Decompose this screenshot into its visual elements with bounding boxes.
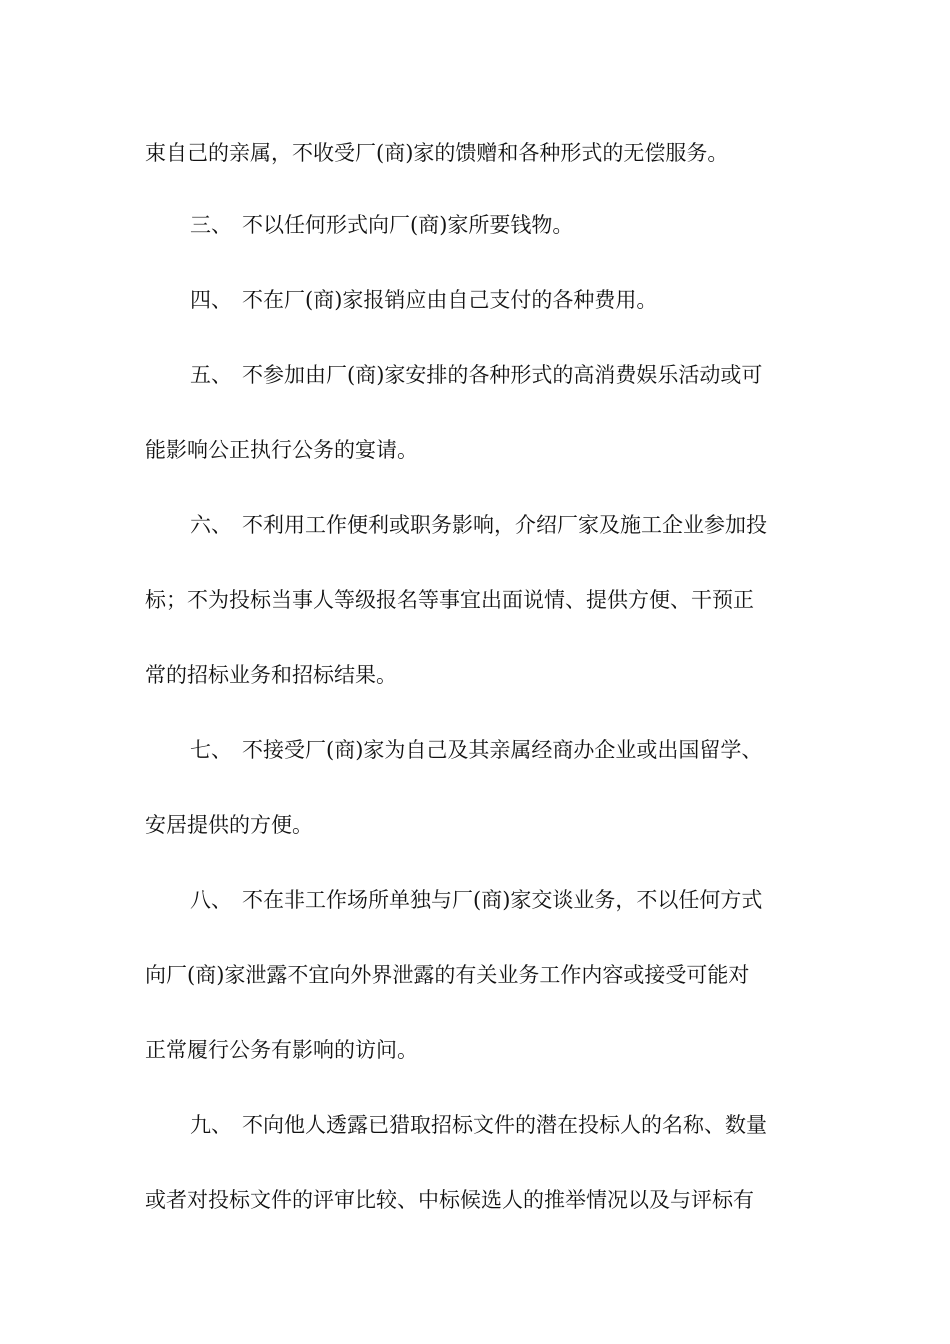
clause-six — [190, 510, 767, 540]
paragraph-line — [145, 1185, 754, 1215]
line-text: 束自己的亲属，不收受厂(商)家的馈赠和各种形式的无偿服务。 — [145, 141, 729, 165]
line-text: 向厂(商)家泄露不宜向外界泄露的有关业务工作内容或接受可能对 — [145, 963, 750, 987]
line-text: 不利用工作便利或职务影响，介绍厂家及施工企业参加投 — [242, 513, 767, 537]
paragraph-line — [145, 585, 754, 615]
line-text: 或者对投标文件的评审比较、中标候选人的推举情况以及与评标有 — [145, 1188, 754, 1212]
clause-number: 七、 — [190, 738, 232, 762]
clause-five — [190, 360, 762, 390]
paragraph-line — [145, 810, 313, 840]
line-text: 正常履行公务有影响的访问。 — [145, 1038, 418, 1062]
line-text: 常的招标业务和招标结果。 — [145, 663, 397, 687]
clause-three — [190, 210, 573, 240]
line-text: 不在非工作场所单独与厂(商)家交谈业务，不以任何方式 — [242, 888, 763, 912]
line-text: 不以任何形式向厂(商)家所要钱物。 — [242, 213, 574, 237]
clause-number: 四、 — [190, 288, 232, 312]
paragraph-line — [145, 435, 418, 465]
clause-number: 五、 — [190, 363, 232, 387]
clause-number: 八、 — [190, 888, 232, 912]
paragraph-line — [145, 1035, 418, 1065]
clause-eight — [190, 885, 762, 915]
line-text: 不参加由厂(商)家安排的各种形式的高消费娱乐活动或可 — [242, 363, 763, 387]
clause-number: 九、 — [190, 1113, 232, 1137]
paragraph-line — [145, 138, 728, 168]
paragraph-line — [145, 960, 749, 990]
line-text: 标；不为投标当事人等级报名等事宜出面说情、提供方便、干预正 — [145, 588, 754, 612]
line-text: 不在厂(商)家报销应由自己支付的各种费用。 — [242, 288, 658, 312]
clause-number: 三、 — [190, 213, 232, 237]
clause-four — [190, 285, 657, 315]
clause-number: 六、 — [190, 513, 232, 537]
line-text: 不接受厂(商)家为自己及其亲属经商办企业或出国留学、 — [242, 738, 763, 762]
line-text: 能影响公正执行公务的宴请。 — [145, 438, 418, 462]
clause-nine — [190, 1110, 767, 1140]
paragraph-line — [145, 660, 397, 690]
clause-seven — [190, 735, 762, 765]
line-text: 安居提供的方便。 — [145, 813, 313, 837]
line-text: 不向他人透露已猎取招标文件的潜在投标人的名称、数量 — [242, 1113, 767, 1137]
